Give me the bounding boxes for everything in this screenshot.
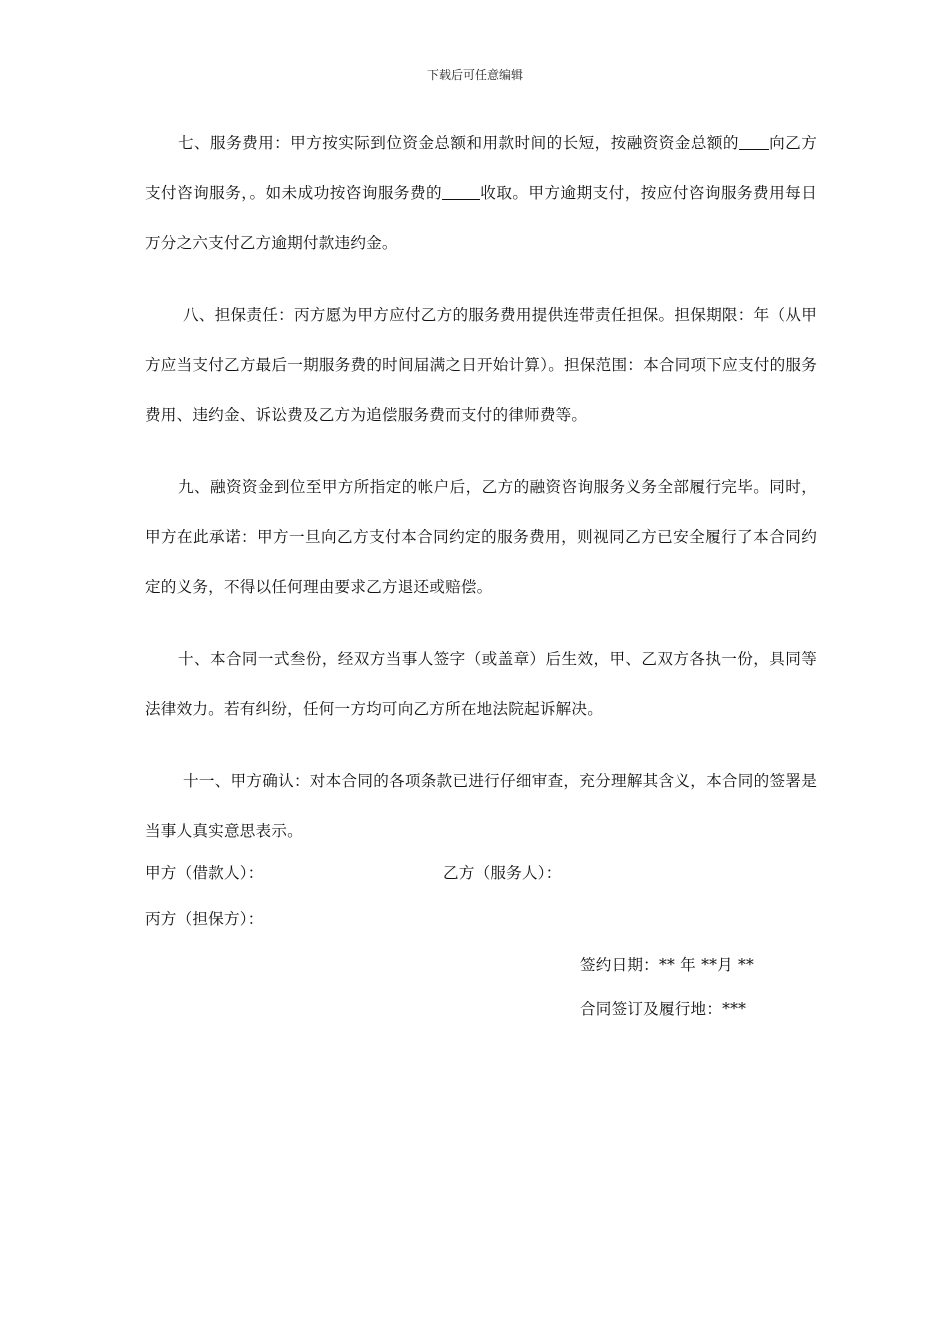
signature-row-c	[145, 908, 817, 954]
blank-fee-rate	[739, 133, 769, 150]
sign-date-row	[145, 954, 817, 998]
sign-place-row	[145, 998, 817, 1042]
blank-fee-fail-rate	[442, 183, 480, 200]
signature-row-ab	[145, 862, 817, 908]
clause-eleven: 十一、甲方确认：对本合同的各项条款已进行仔细审查，充分理解其含义，本合同的签署是当事人真实意思表示。	[145, 772, 817, 840]
clause-eight: 八、担保责任：丙方愿为甲方应付乙方的服务费用提供连带责任担保。担保期限：年（从甲方应当支付乙方最后一期服务费的时间届满之日开始计算）。担保范围：本合同项下应支付的服务费用、违约金、诉讼费及乙方为追偿服务费而支付的律师费等。	[145, 306, 817, 424]
clause-seven	[145, 118, 817, 268]
clause-nine: 九、融资资金到位至甲方所指定的帐户后，乙方的融资咨询服务义务全部履行完毕。同时，甲方在此承诺：甲方一旦向乙方支付本合同约定的服务费用，则视同乙方已安全履行了本合同约定的义务，不得以任何理由要求乙方退还或赔偿。	[145, 478, 817, 596]
clause-seven-text-b: 向乙方支付咨询服务，。如未成功按咨询服务费的	[145, 134, 817, 202]
page-header: 下载后可任意编辑	[426, 68, 523, 82]
party-c-signature-label: 丙方（担保方）：	[145, 910, 264, 928]
sign-place: 合同签订及履行地：***	[580, 1000, 747, 1018]
clause-ten: 十、本合同一式叁份，经双方当事人签字（或盖章）后生效，甲、乙双方各执一份，具同等法律效力。若有纠纷，任何一方均可向乙方所在地法院起诉解决。	[145, 650, 817, 718]
party-a-signature-label: 甲方（借款人）：	[145, 864, 264, 882]
party-b-signature-label: 乙方（服务人）：	[443, 864, 562, 882]
sign-date: 签约日期：** 年 **月 **	[580, 956, 755, 974]
contract-body	[145, 118, 817, 1042]
clause-seven-text-c: 收取。甲方逾期支付，按应付咨询服务费用每日万分之六支付乙方逾期付款违约金。	[145, 184, 817, 252]
clause-seven-text-a: 七、服务费用：甲方按实际到位资金总额和用款时间的长短，按融资资金总额的	[178, 134, 739, 152]
